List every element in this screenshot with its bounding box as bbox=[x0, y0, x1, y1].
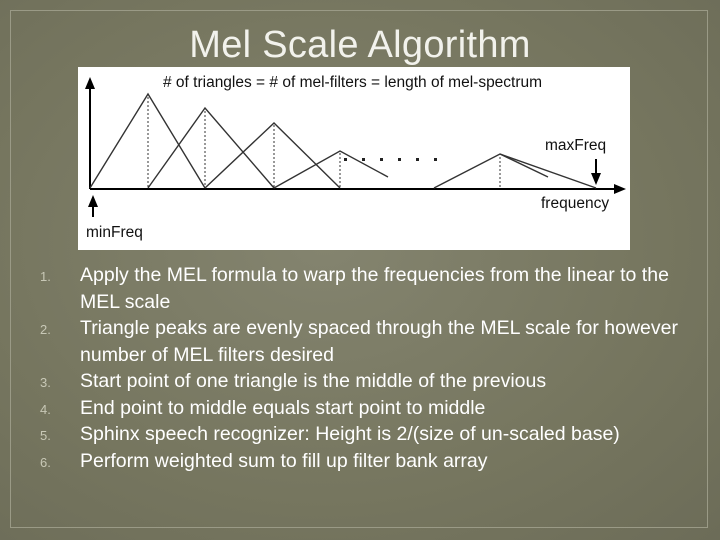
filter-triangle-2 bbox=[148, 108, 274, 188]
step-text: Sphinx speech recognizer: Height is 2/(size of un-scaled base) bbox=[80, 423, 620, 445]
filter-triangle-3 bbox=[205, 123, 340, 188]
filterbank-diagram bbox=[78, 67, 630, 250]
step-number: 6. bbox=[40, 454, 51, 470]
step-number: 5. bbox=[40, 428, 51, 443]
minfreq-label: minFreq bbox=[86, 224, 143, 241]
step-number: 3. bbox=[40, 375, 51, 390]
y-axis-arrowhead bbox=[85, 77, 95, 89]
step-item bbox=[40, 315, 700, 368]
maxfreq-label: maxFreq bbox=[545, 137, 607, 154]
step-text: End point to middle equals start point to middle bbox=[80, 396, 486, 419]
step-text: Apply the MEL formula to warp the frequencies from the linear to the MEL scale bbox=[80, 264, 669, 313]
step-number: 4. bbox=[40, 401, 51, 417]
filter-triangle-4b bbox=[274, 151, 388, 188]
step-text: Perform weighted sum to fill up filter bank array bbox=[80, 449, 488, 472]
frequency-axis-label: frequency bbox=[541, 195, 610, 212]
step-text: Start point of one triangle is the middle of the previous bbox=[80, 370, 547, 392]
step-item bbox=[40, 395, 700, 422]
mel-filterbank-figure bbox=[78, 67, 630, 250]
maxfreq-arrowhead bbox=[591, 173, 601, 185]
step-item bbox=[40, 421, 700, 448]
algorithm-steps-list bbox=[40, 262, 700, 474]
x-axis-arrowhead bbox=[614, 184, 626, 194]
step-number: 2. bbox=[40, 322, 51, 337]
minfreq-arrowhead bbox=[88, 195, 98, 207]
filter-triangle-last-a bbox=[434, 154, 548, 188]
figure-heading: # of triangles = # of mel-filters = length of mel-spectrum bbox=[163, 74, 543, 91]
step-item bbox=[40, 448, 700, 475]
step-number: 1. bbox=[40, 269, 51, 284]
filter-triangle-last bbox=[500, 154, 596, 188]
step-item bbox=[40, 262, 700, 315]
slide-title: Mel Scale Algorithm bbox=[189, 24, 531, 66]
step-item bbox=[40, 368, 700, 395]
step-text: Triangle peaks are evenly spaced through the MEL scale for however number of MEL filters desired bbox=[80, 317, 678, 366]
